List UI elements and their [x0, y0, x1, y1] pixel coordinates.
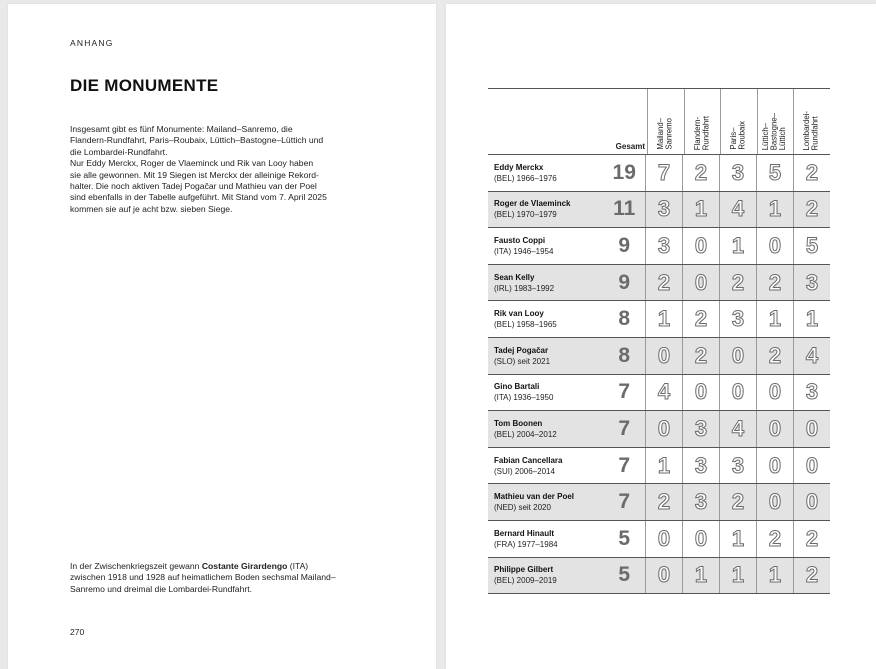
- race-wins: 1: [756, 192, 793, 228]
- race-wins: 0: [756, 411, 793, 447]
- header-total: Gesamt: [615, 142, 645, 151]
- race-wins: 2: [793, 192, 830, 228]
- race-wins: 1: [645, 301, 682, 337]
- total-wins: 19: [612, 160, 636, 184]
- rider-name: Roger de Vlaeminck: [494, 199, 571, 209]
- race-wins: 3: [719, 155, 756, 191]
- total-wins: 5: [618, 526, 631, 550]
- rider-name: Philippe Gilbert: [494, 565, 554, 575]
- intro-line: Flandern-Rundfahrt, Paris–Roubaix, Lüttich–Bastogne–Lüttich und: [70, 135, 324, 146]
- rider-cell: [488, 521, 604, 557]
- race-wins: 3: [682, 484, 719, 520]
- race-label: Lombardei- Rundfahrt: [802, 110, 820, 150]
- page-title: DIE MONUMENTE: [70, 76, 219, 95]
- race-label: Mailand– Sanremo: [656, 118, 674, 150]
- rider-info: (ITA) 1946–1954: [494, 246, 554, 256]
- rider-info: (NED) seit 2020: [494, 503, 551, 513]
- race-wins: 3: [719, 301, 756, 337]
- race-label: Paris– Roubaix: [729, 121, 747, 150]
- rider-info: (BEL) 1966–1976: [494, 173, 557, 183]
- rider-info: (BEL) 2004–2012: [494, 429, 557, 439]
- table-row: [488, 265, 830, 302]
- total-wins: 9: [618, 270, 631, 294]
- intro-text: [70, 124, 370, 215]
- monuments-table: [488, 88, 830, 594]
- rider-cell: [488, 338, 604, 374]
- race-wins: 0: [682, 521, 719, 557]
- race-wins: 2: [645, 484, 682, 520]
- right-page: [446, 4, 876, 669]
- footnote-line-2: zwischen 1918 und 1928 auf heimatlichem Boden sechsmal Mailand–: [70, 572, 336, 583]
- footnote-before: In der Zwischenkriegszeit gewann: [70, 561, 202, 571]
- total-wins: 7: [618, 490, 631, 514]
- rider-info: (ITA) 1936–1950: [494, 393, 554, 403]
- rider-name: Rik van Looy: [494, 309, 544, 319]
- race-wins: 2: [756, 265, 793, 301]
- rider-cell: [488, 155, 604, 191]
- race-wins: 1: [645, 448, 682, 484]
- rider-name: Eddy Merckx: [494, 162, 544, 172]
- footnote-line-1: [70, 561, 380, 572]
- race-wins: 0: [645, 338, 682, 374]
- rider-name: Fausto Coppi: [494, 235, 546, 245]
- race-wins: 1: [756, 301, 793, 337]
- race-wins: 2: [793, 521, 830, 557]
- race-wins: 1: [682, 192, 719, 228]
- total-wins: 7: [618, 453, 631, 477]
- race-wins: 0: [682, 375, 719, 411]
- race-wins: 1: [682, 558, 719, 594]
- rider-name: Fabian Cancellara: [494, 455, 563, 465]
- table-row: [488, 338, 830, 375]
- footnote-text: [70, 561, 380, 595]
- race-wins: 7: [645, 155, 682, 191]
- rider-cell: [488, 301, 604, 337]
- race-wins: 2: [793, 558, 830, 594]
- rider-name: Mathieu van der Poel: [494, 492, 575, 502]
- total-wins: 7: [618, 416, 631, 440]
- intro-line: Insgesamt gibt es fünf Monumente: Mailand–Sanremo, die: [70, 124, 293, 134]
- table-row: [488, 301, 830, 338]
- rider-name: Tadej Pogačar: [494, 345, 549, 355]
- race-wins: 0: [682, 228, 719, 264]
- rider-cell: [488, 192, 604, 228]
- table-row: [488, 192, 830, 229]
- rider-cell: [488, 228, 604, 264]
- race-wins: 0: [793, 411, 830, 447]
- race-wins: 1: [756, 558, 793, 594]
- header-race: [647, 89, 684, 154]
- race-wins: 0: [756, 484, 793, 520]
- table-body: [488, 155, 830, 594]
- race-wins: 2: [756, 338, 793, 374]
- race-wins: 0: [682, 265, 719, 301]
- race-wins: 1: [793, 301, 830, 337]
- race-wins: 0: [756, 375, 793, 411]
- intro-line: die Lombardei-Rundfahrt.: [70, 146, 168, 157]
- rider-info: (BEL) 1958–1965: [494, 320, 557, 330]
- race-wins: 3: [645, 192, 682, 228]
- total-wins: 8: [618, 343, 631, 367]
- race-wins: 3: [645, 228, 682, 264]
- race-wins: 3: [682, 448, 719, 484]
- total-wins: 11: [613, 197, 636, 221]
- left-page: [8, 4, 436, 669]
- race-wins: 3: [793, 265, 830, 301]
- rider-info: (FRA) 1977–1984: [494, 539, 558, 549]
- header-name-cell: [488, 89, 605, 154]
- intro-line: sind ebenfalls in der Tabelle aufgeführt. Mit Stand vom 7. April 2025: [70, 192, 327, 203]
- race-wins: 4: [793, 338, 830, 374]
- rider-cell: [488, 375, 604, 411]
- race-wins: 0: [645, 411, 682, 447]
- rider-info: (BEL) 1970–1979: [494, 210, 557, 220]
- race-wins: 1: [719, 558, 756, 594]
- header-race: [793, 89, 830, 154]
- rider-info: (IRL) 1983–1992: [494, 283, 555, 293]
- race-wins: 0: [756, 228, 793, 264]
- race-wins: 4: [719, 192, 756, 228]
- race-wins: 2: [682, 301, 719, 337]
- race-wins: 5: [793, 228, 830, 264]
- table-row: [488, 448, 830, 485]
- table-row: [488, 228, 830, 265]
- race-wins: 3: [682, 411, 719, 447]
- footnote-line-3: Sanremo und dreimal die Lombardei-Rundfahrt.: [70, 583, 253, 594]
- race-wins: 2: [682, 155, 719, 191]
- intro-line: Nur Eddy Merckx, Roger de Vlaeminck und Rik van Looy haben: [70, 158, 314, 169]
- race-wins: 3: [719, 448, 756, 484]
- total-wins: 5: [618, 563, 631, 587]
- rider-cell: [488, 484, 604, 520]
- running-head: ANHANG: [70, 38, 114, 48]
- race-wins: 0: [645, 521, 682, 557]
- table-row: [488, 558, 830, 595]
- table-row: [488, 411, 830, 448]
- race-wins: 0: [719, 338, 756, 374]
- total-wins: 9: [618, 233, 631, 257]
- table-row: [488, 521, 830, 558]
- header-race: [757, 89, 794, 154]
- race-wins: 0: [645, 558, 682, 594]
- page-number: 270: [70, 627, 85, 637]
- race-wins: 3: [793, 375, 830, 411]
- table-header: [488, 89, 830, 155]
- header-race: [684, 89, 721, 154]
- race-wins: 5: [756, 155, 793, 191]
- rider-name: Tom Boonen: [494, 418, 543, 428]
- rider-cell: [488, 265, 604, 301]
- rider-cell: [488, 558, 604, 594]
- race-wins: 2: [719, 265, 756, 301]
- race-wins: 0: [719, 375, 756, 411]
- header-race: [720, 89, 757, 154]
- race-wins: 0: [793, 448, 830, 484]
- race-label: Lüttich– Bastogne– Lüttich: [761, 112, 788, 150]
- footnote-after: (ITA): [287, 561, 309, 571]
- race-wins: 0: [793, 484, 830, 520]
- rider-name: Bernard Hinault: [494, 528, 555, 538]
- rider-name: Sean Kelly: [494, 272, 535, 282]
- table-row: [488, 155, 830, 192]
- rider-info: (SLO) seit 2021: [494, 356, 551, 366]
- intro-line: sie alle gewonnen. Mit 19 Siegen ist Merckx der alleinige Rekord-: [70, 169, 319, 180]
- intro-line: kommen sie auf je acht bzw. sieben Siege.: [70, 203, 233, 214]
- race-wins: 2: [645, 265, 682, 301]
- race-wins: 4: [645, 375, 682, 411]
- intro-line: halter. Die noch aktiven Tadej Pogačar und Mathieu van der Poel: [70, 181, 317, 192]
- race-wins: 0: [756, 448, 793, 484]
- table-row: [488, 375, 830, 412]
- race-wins: 1: [719, 521, 756, 557]
- race-wins: 2: [719, 484, 756, 520]
- race-wins: 2: [682, 338, 719, 374]
- rider-cell: [488, 411, 604, 447]
- rider-info: (BEL) 2009–2019: [494, 576, 557, 586]
- table-row: [488, 484, 830, 521]
- total-wins: 8: [618, 307, 631, 331]
- race-wins: 1: [719, 228, 756, 264]
- race-wins: 4: [719, 411, 756, 447]
- rider-name: Gino Bartali: [494, 382, 540, 392]
- race-wins: 2: [756, 521, 793, 557]
- footnote-name: Costante Girardengo: [201, 561, 288, 571]
- race-label: Flandern- Rundfahrt: [692, 115, 711, 150]
- rider-cell: [488, 448, 604, 484]
- total-wins: 7: [618, 380, 631, 404]
- rider-info: (SUI) 2006–2014: [494, 466, 555, 476]
- race-wins: 2: [793, 155, 830, 191]
